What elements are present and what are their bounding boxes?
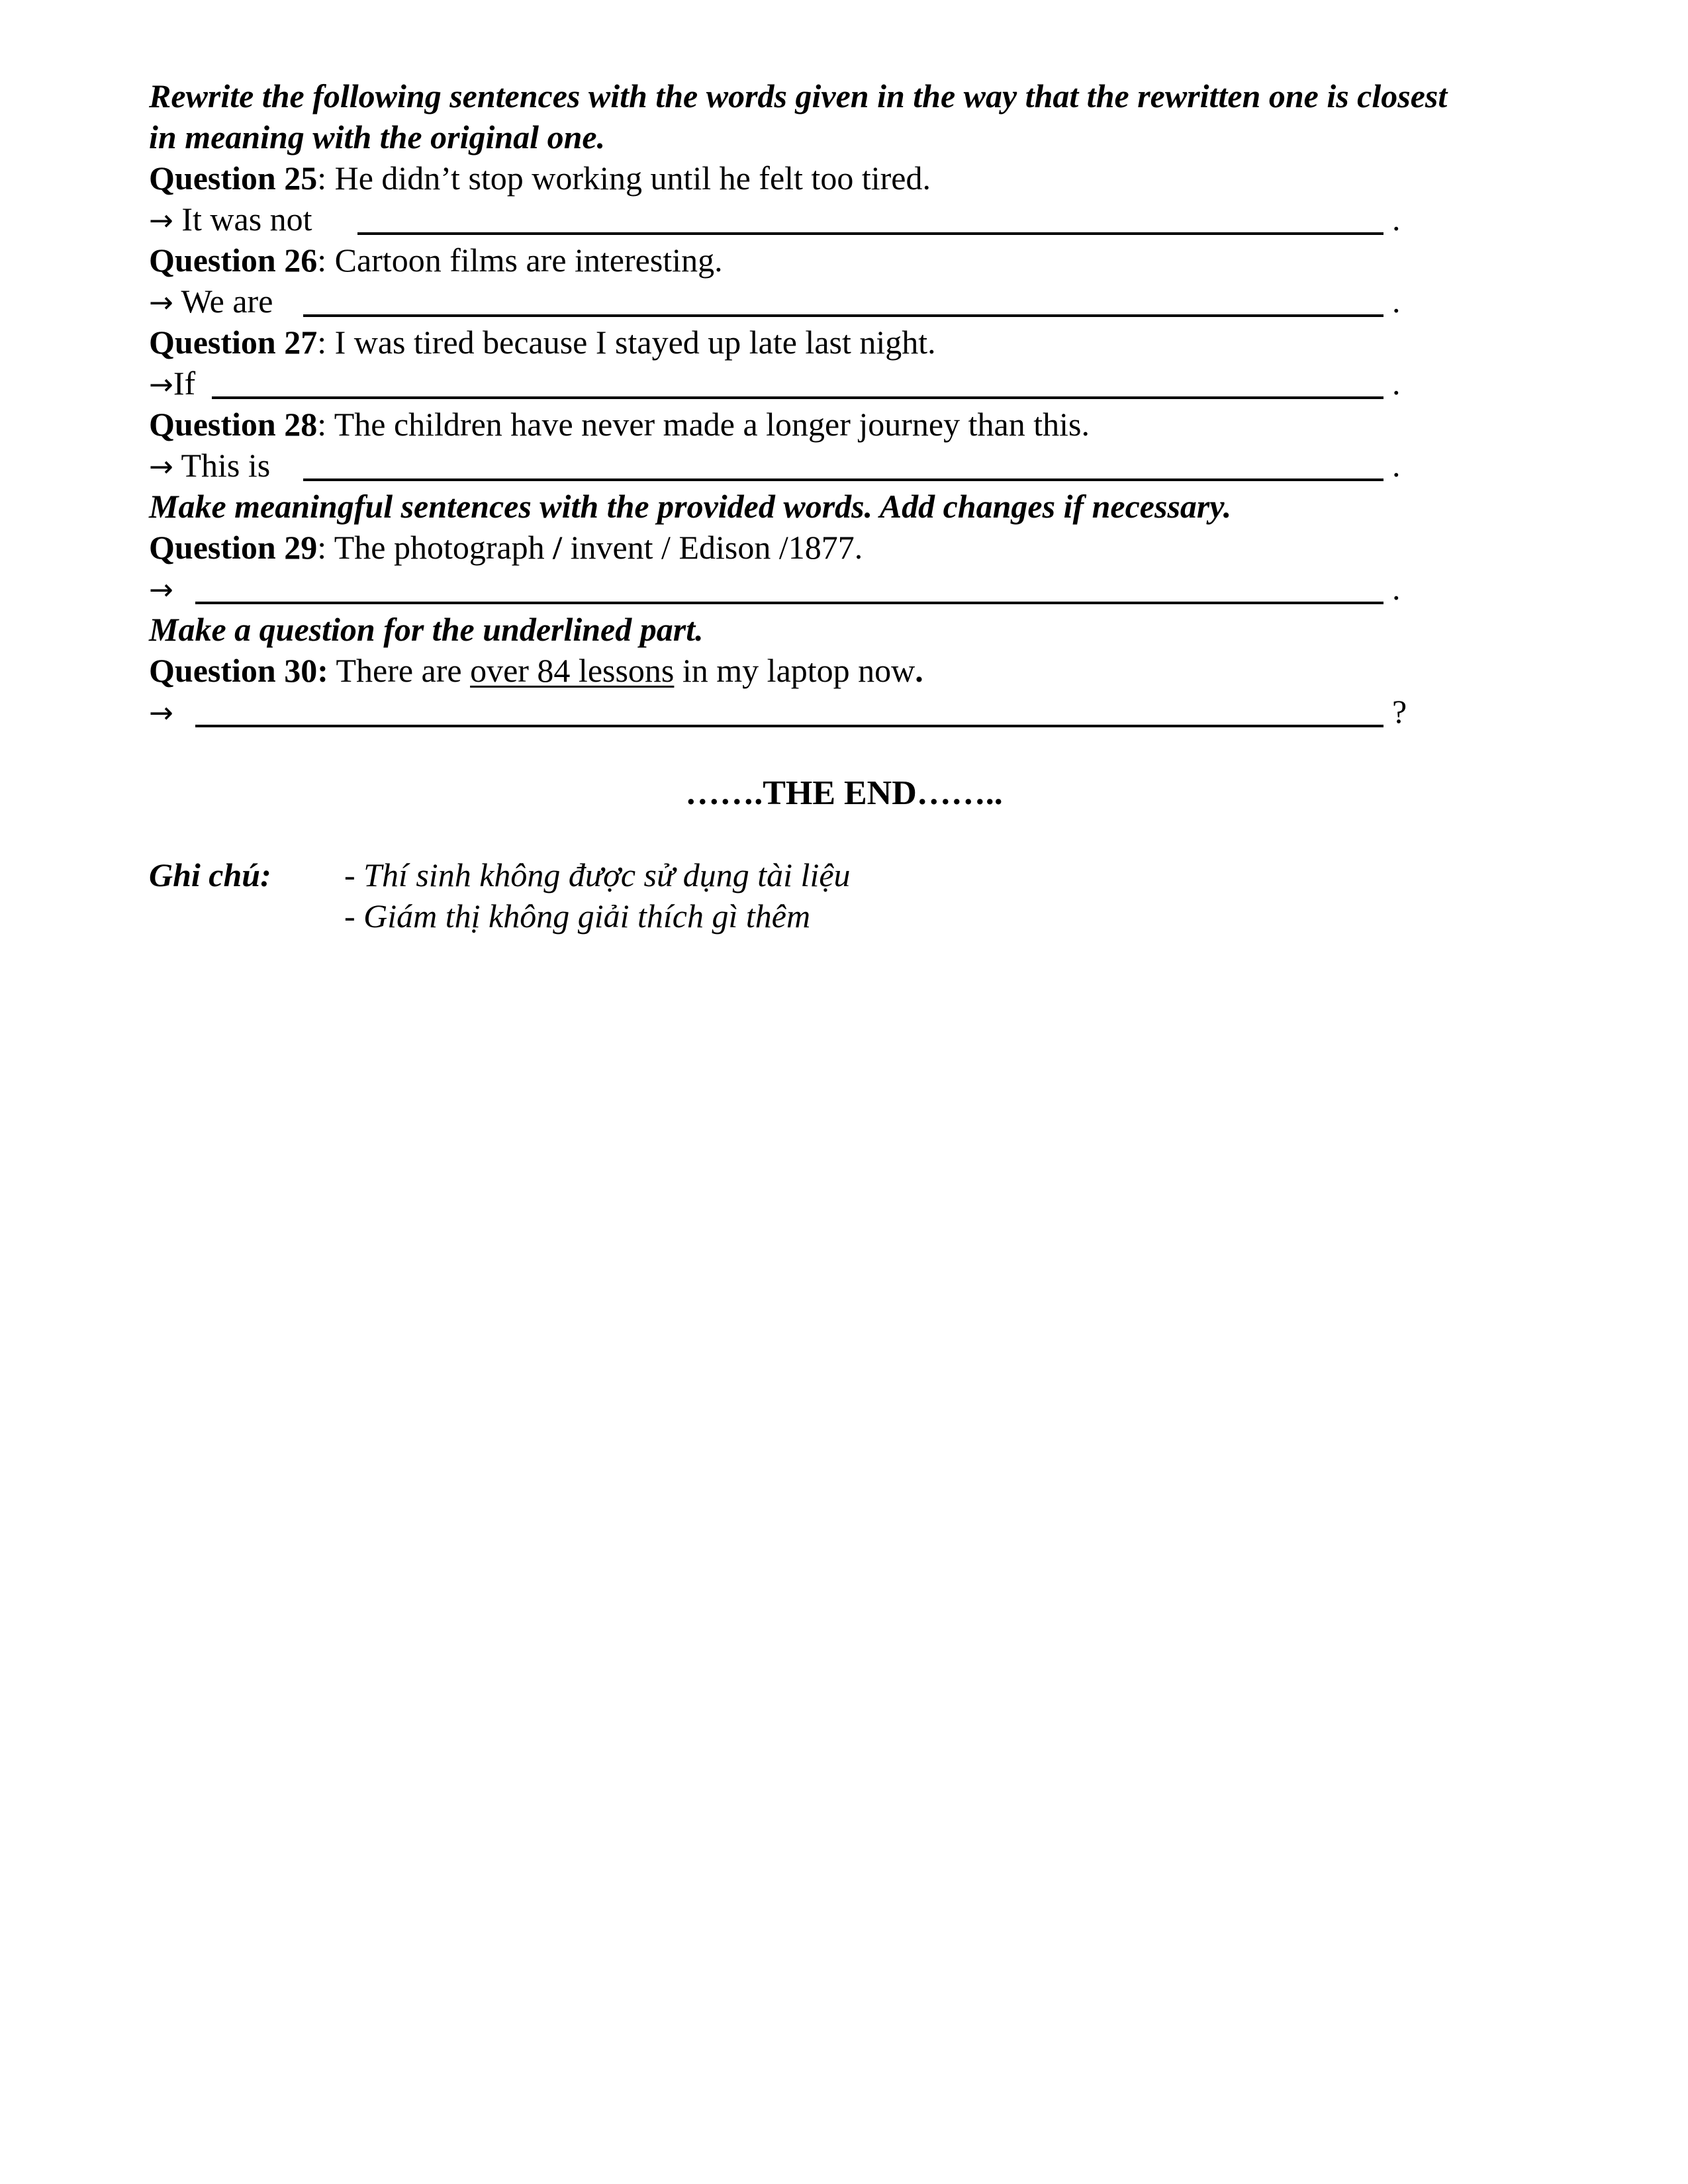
question-26-label: Question 26: [149, 242, 318, 279]
question-27-label: Question 27: [149, 324, 318, 361]
arrow-icon: →: [149, 696, 173, 730]
rewrite-instruction-line2: in meaning with the original one.: [149, 118, 606, 156]
note-label: Ghi chú:: [149, 856, 271, 893]
question-29-sep: :: [317, 529, 334, 566]
question-25-text: He didn’t stop working until he felt too tired.: [334, 159, 931, 197]
question-27-text: I was tired because I stayed up late last night.: [334, 324, 936, 361]
answer-28-prefix: This is: [181, 447, 271, 484]
question-29-slash: /: [553, 529, 563, 566]
answer-25-end: .: [1392, 201, 1401, 238]
question-25-label: Question 25: [149, 159, 318, 197]
arrow-icon: →: [149, 573, 173, 607]
answer-27-row: [149, 363, 195, 406]
answer-29-row: [149, 568, 173, 611]
answer-28-row: [149, 445, 270, 488]
the-end: …….THE END……..: [685, 774, 1003, 812]
answer-27-prefix: If: [173, 365, 196, 402]
question-26: [149, 240, 723, 281]
note-item-2: - Giám thị không giải thích gì thêm: [344, 897, 811, 934]
question-30-label: Question 30:: [149, 652, 328, 689]
question-29-text-a: The photograph: [334, 529, 553, 566]
question-instruction: Make a question for the underlined part.: [149, 611, 704, 648]
question-27: [149, 322, 936, 363]
answer-26-blank[interactable]: [303, 314, 1383, 317]
answer-26-prefix: We are: [181, 283, 273, 320]
answer-29-blank[interactable]: [195, 602, 1383, 604]
meaningful-instruction: Make meaningful sentences with the provided words. Add changes if necessary.: [149, 488, 1232, 525]
answer-26-end: .: [1392, 283, 1401, 320]
question-25: [149, 158, 931, 199]
question-28: [149, 404, 1090, 445]
answer-25-prefix: It was not: [181, 201, 312, 238]
question-29-text-b: invent / Edison /1877.: [562, 529, 863, 566]
answer-25-row: [149, 199, 312, 242]
answer-28-blank[interactable]: [303, 478, 1383, 481]
rewrite-instruction-line1: Rewrite the following sentences with the words given in the way that the rewritten one is closest: [149, 77, 1448, 114]
question-25-sep: :: [317, 159, 335, 197]
question-30-period: .: [915, 652, 923, 689]
arrow-icon: →: [149, 450, 173, 484]
question-26-sep: :: [317, 242, 335, 279]
question-29: [149, 527, 863, 568]
question-28-sep: :: [317, 406, 334, 443]
question-26-text: Cartoon films are interesting.: [334, 242, 723, 279]
question-28-text: The children have never made a longer journey than this.: [334, 406, 1090, 443]
question-27-sep: :: [317, 324, 335, 361]
question-28-label: Question 28: [149, 406, 318, 443]
note-item-1: - Thí sinh không được sử dụng tài liệu: [344, 856, 851, 893]
question-29-label: Question 29: [149, 529, 318, 566]
answer-30-row: [149, 691, 173, 734]
answer-27-end: .: [1392, 365, 1401, 402]
answer-29-end: .: [1392, 570, 1401, 607]
arrow-icon: →: [149, 286, 173, 320]
answer-30-end: ?: [1392, 693, 1407, 730]
answer-28-end: .: [1392, 447, 1401, 484]
question-30-underlined: over 84 lessons: [470, 652, 675, 689]
question-30-text-after: in my laptop now: [674, 652, 915, 689]
answer-25-blank[interactable]: [357, 232, 1383, 235]
arrow-icon: →: [149, 204, 173, 238]
answer-27-blank[interactable]: [212, 396, 1383, 399]
arrow-icon: →: [149, 368, 173, 402]
question-30: [149, 650, 923, 691]
question-30-text-before: There are: [328, 652, 471, 689]
answer-30-blank[interactable]: [195, 725, 1383, 727]
answer-26-row: [149, 281, 273, 324]
